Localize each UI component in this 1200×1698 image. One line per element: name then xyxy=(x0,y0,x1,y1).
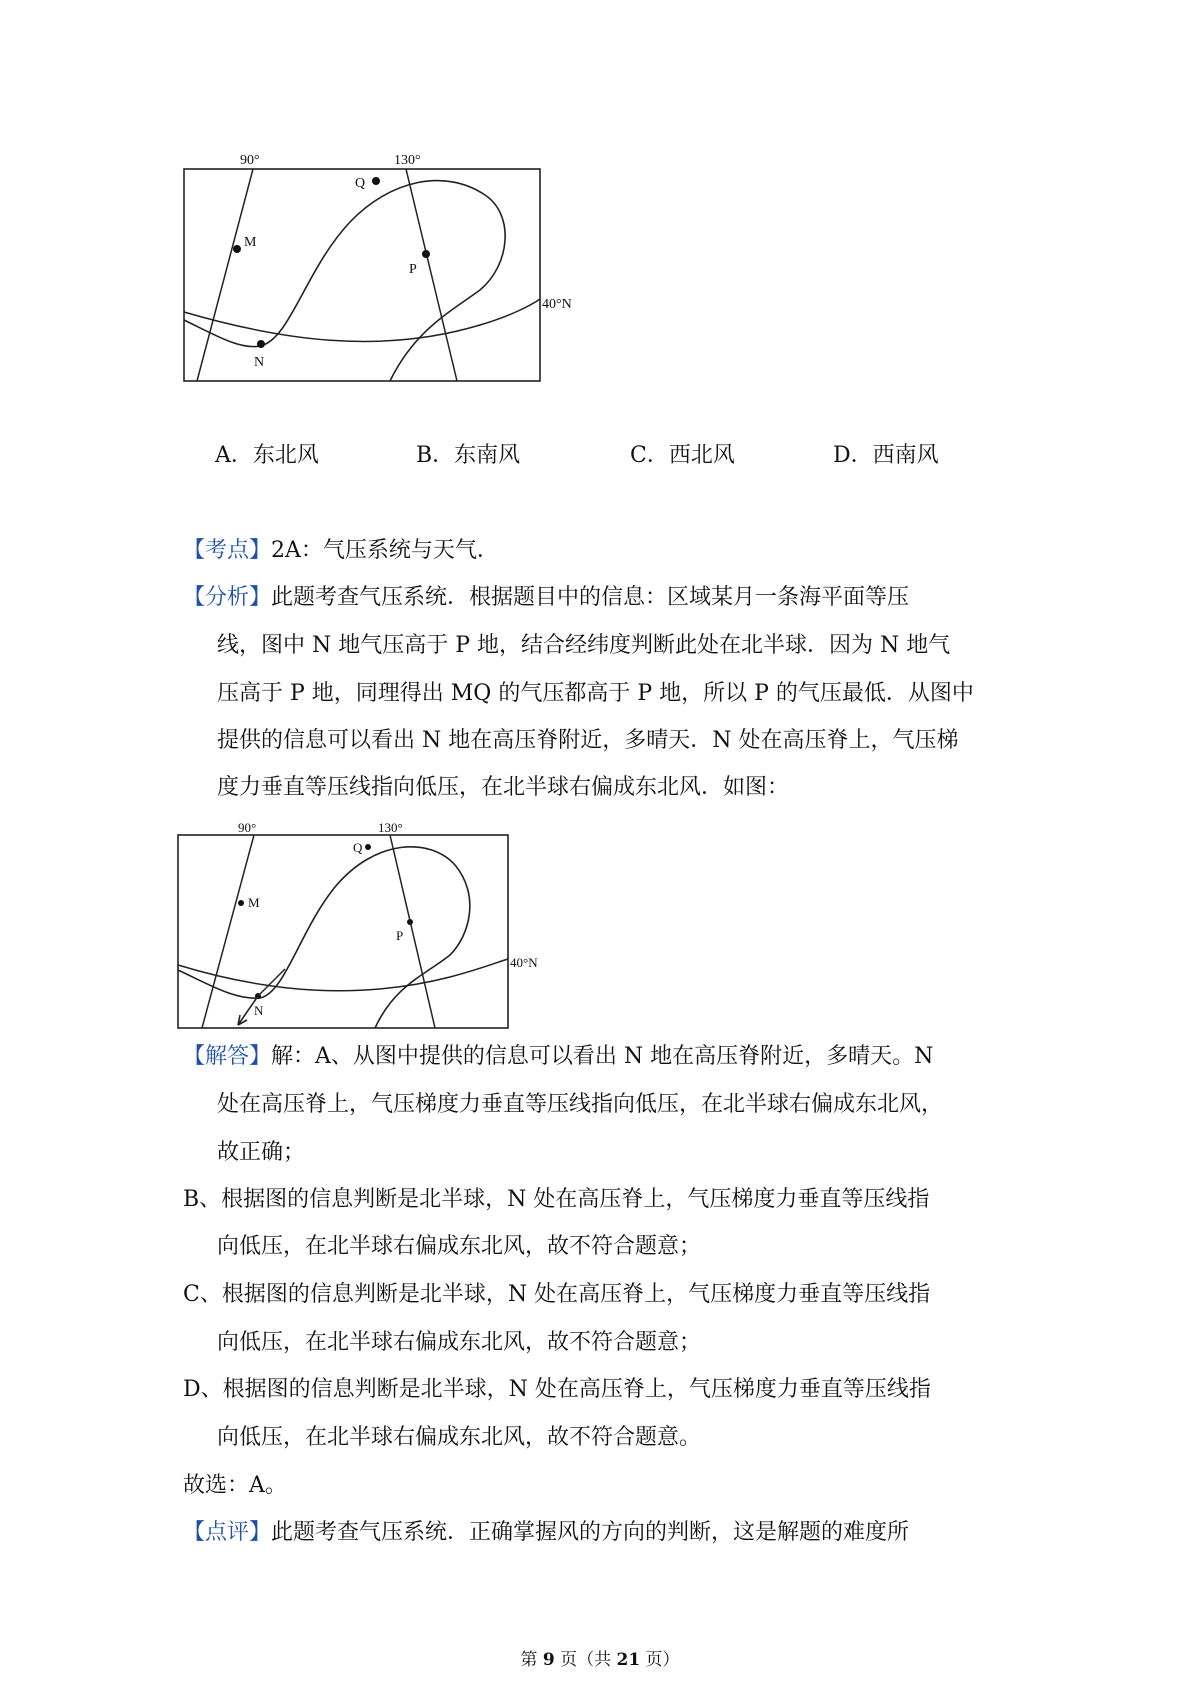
fenxi-line-1 xyxy=(183,582,909,614)
label-m: M xyxy=(244,235,257,250)
latitude-40n-2 xyxy=(178,959,508,991)
jieda-text-7: 向低压，在北半球右偏成东北风，故不符合题意； xyxy=(217,1330,702,1355)
jieda-text-10: 故选：A。 xyxy=(183,1473,287,1498)
jieda-text-4: B、根据图的信息判断是北半球，N 处在高压脊上，气压梯度力垂直等压线指 xyxy=(183,1187,930,1212)
jieda-text-1: 解：A、从图中提供的信息可以看出 N 地在高压脊附近，多晴天。N xyxy=(271,1044,934,1069)
lon-label-90: 90° xyxy=(240,153,260,168)
footer-middle: 页（共 xyxy=(554,1650,617,1670)
lat-label-40n-2: 40°N xyxy=(510,955,538,970)
lon-label-90-2: 90° xyxy=(238,820,257,835)
page-footer xyxy=(0,1645,1200,1670)
isobar-line xyxy=(184,181,505,381)
kaodian-line xyxy=(183,535,499,567)
meridian-90-2 xyxy=(202,835,254,1028)
label-q: Q xyxy=(355,176,366,191)
arrow-head-icon xyxy=(238,1015,247,1025)
label-p: P xyxy=(409,262,417,277)
latitude-40n xyxy=(184,299,540,341)
jieda-text-8: D、根据图的信息判断是北半球，N 处在高压脊上，气压梯度力垂直等压线指 xyxy=(183,1377,931,1402)
dianping-tag: 【点评】 xyxy=(183,1520,272,1545)
fenxi-text-5: 度力垂直等压线指向低压，在北半球右偏成东北风．如图： xyxy=(217,775,790,800)
fenxi-text-2: 线，图中 N 地气压高于 P 地，结合经纬度判断此处在北半球．因为 N 地气 xyxy=(217,633,951,658)
isobar-map-figure-1 xyxy=(170,150,610,390)
option-b xyxy=(416,438,520,469)
label-m-2: M xyxy=(248,895,260,910)
kaodian-tag: 【考点】 xyxy=(183,538,272,563)
label-p-2: P xyxy=(396,928,404,943)
jieda-tag: 【解答】 xyxy=(183,1044,272,1069)
option-d xyxy=(833,438,939,469)
option-c-text: 西北风 xyxy=(668,443,735,468)
footer-suffix: 页） xyxy=(640,1650,680,1670)
meridian-90 xyxy=(197,169,253,381)
point-q-2 xyxy=(365,844,371,850)
jieda-text-6: C、根据图的信息判断是北半球，N 处在高压脊上，气压梯度力垂直等压线指 xyxy=(183,1282,931,1307)
option-a xyxy=(215,438,319,469)
jieda-line-1 xyxy=(183,1041,933,1073)
point-n xyxy=(257,340,265,348)
point-p-2 xyxy=(407,919,413,925)
option-a-letter: A． xyxy=(215,443,253,468)
point-p xyxy=(422,250,430,258)
footer-prefix: 第 xyxy=(520,1650,543,1670)
lon-label-130: 130° xyxy=(394,153,421,168)
lat-label-40n: 40°N xyxy=(542,297,572,312)
jieda-text-2: 处在高压脊上，气压梯度力垂直等压线指向低压，在北半球右偏成东北风， xyxy=(217,1092,944,1117)
fenxi-text-1: 此题考查气压系统．根据题目中的信息：区域某月一条海平面等压 xyxy=(271,585,910,610)
lon-label-130-2: 130° xyxy=(378,820,403,835)
isobar-line-2 xyxy=(178,847,470,1028)
label-n: N xyxy=(254,355,265,370)
page-total: 21 xyxy=(616,1650,641,1670)
page-number: 9 xyxy=(542,1650,555,1670)
option-d-text: 西南风 xyxy=(872,443,939,468)
dianping-text: 此题考查气压系统．正确掌握风的方向的判断，这是解题的难度所 xyxy=(271,1520,910,1545)
point-m xyxy=(233,245,241,253)
option-d-letter: D． xyxy=(833,443,873,468)
map-frame xyxy=(184,169,540,381)
dianping-line xyxy=(183,1517,909,1549)
fenxi-text-3: 压高于 P 地，同理得出 MQ 的气压都高于 P 地，所以 P 的气压最低．从图中 xyxy=(217,681,974,706)
kaodian-text: 2A：气压系统与天气． xyxy=(271,538,499,563)
isobar-map-figure-2 xyxy=(170,815,570,1030)
jieda-text-9: 向低压，在北半球右偏成东北风，故不符合题意。 xyxy=(217,1425,702,1450)
fenxi-tag: 【分析】 xyxy=(183,585,272,610)
option-c-letter: C． xyxy=(630,443,669,468)
option-b-letter: B． xyxy=(416,443,455,468)
option-b-text: 东南风 xyxy=(454,443,521,468)
label-n-2: N xyxy=(254,1003,264,1018)
jieda-text-3: 故正确； xyxy=(217,1140,306,1165)
label-q-2: Q xyxy=(353,840,363,855)
option-c xyxy=(630,438,735,469)
jieda-text-5: 向低压，在北半球右偏成东北风，故不符合题意； xyxy=(217,1234,702,1259)
fenxi-text-4: 提供的信息可以看出 N 地在高压脊附近，多晴天．N 处在高压脊上，气压梯 xyxy=(217,728,959,753)
point-q xyxy=(372,177,380,185)
option-a-text: 东北风 xyxy=(252,443,319,468)
point-m-2 xyxy=(238,900,244,906)
